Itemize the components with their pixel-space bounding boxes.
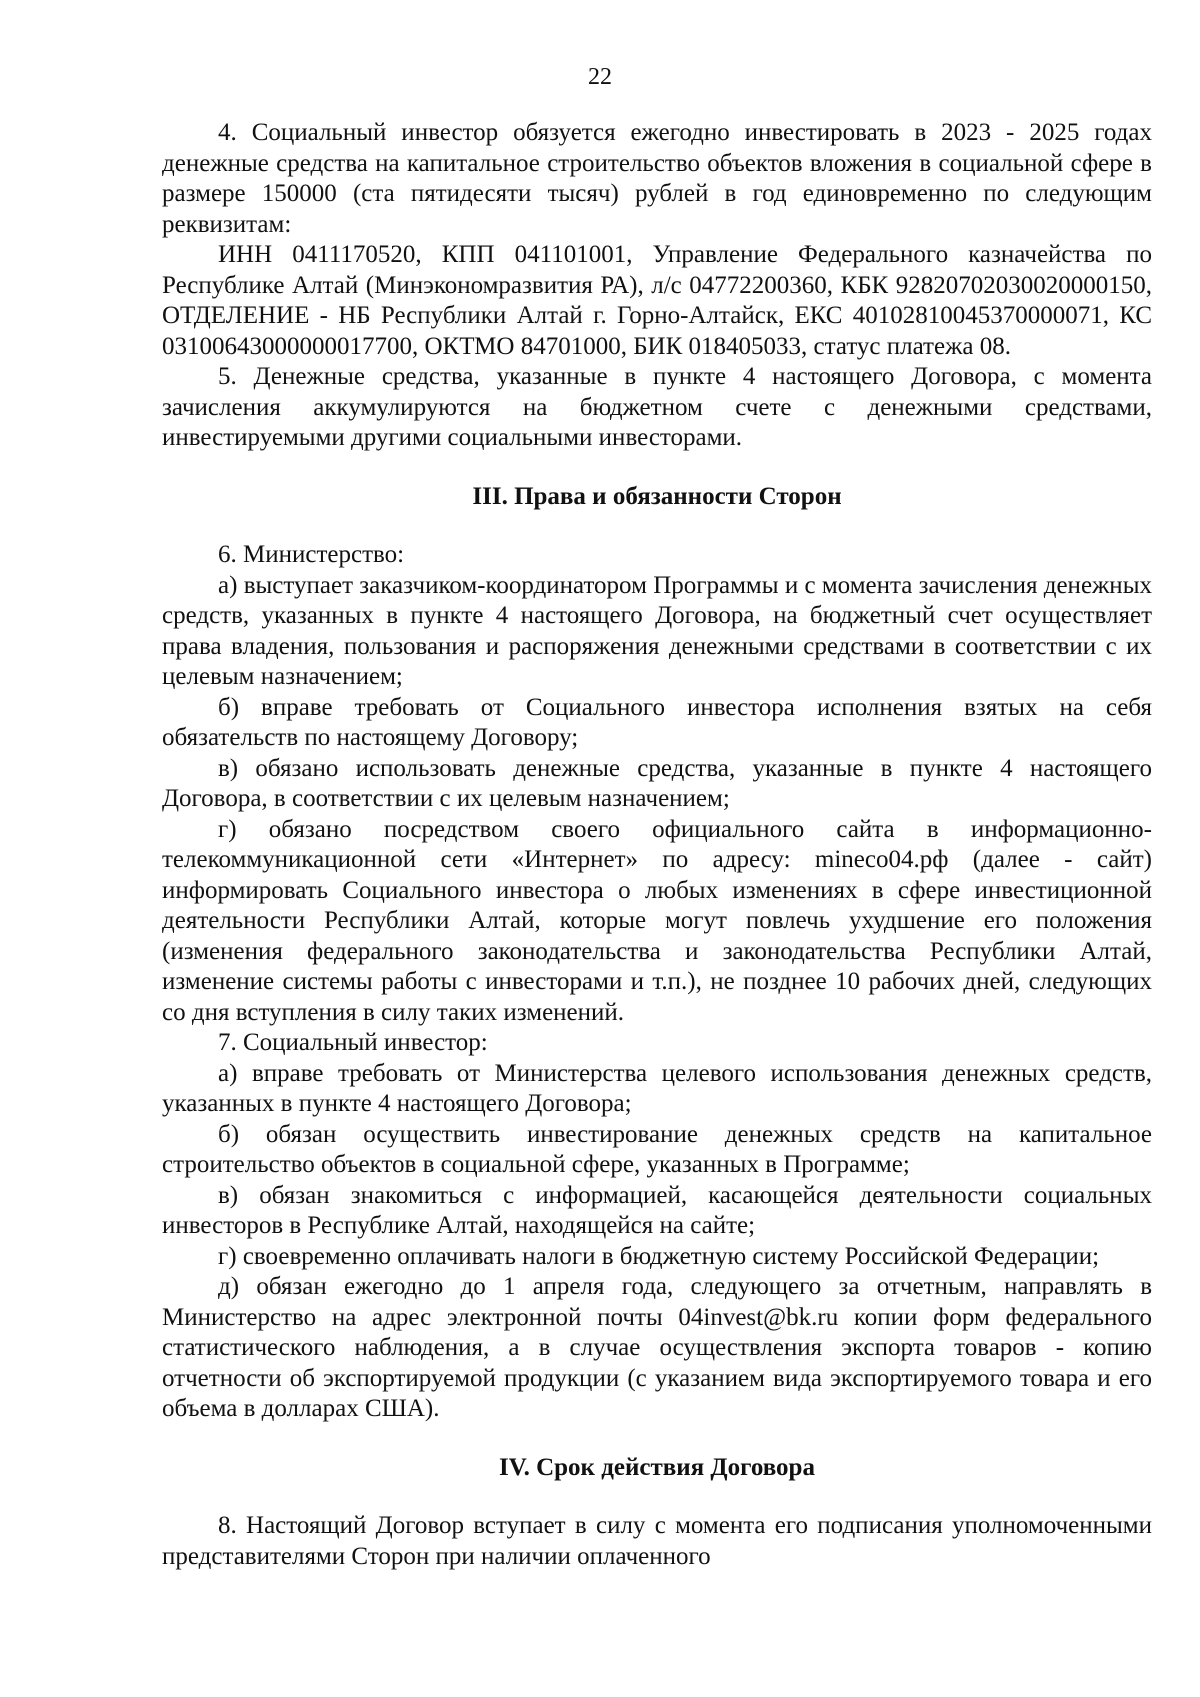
paragraph-5: 5. Денежные средства, указанные в пункте 4 настоящего Договора, с момента зачисления аккумулируются на бюджетном счете с денежными средствами, инвестируемыми другими социальными инвесторами. [162, 363, 1152, 451]
paragraph-6v: в) обязано использовать денежные средства, указанные в пункте 4 настоящего Договора, в соответствии с их целевым назначением; [162, 754, 1152, 812]
paragraph-6: 6. Министерство: [218, 541, 405, 568]
paragraph-6g: г) обязано посредством своего официального сайта в информационно-телекоммуникационной сети «Интернет» по адресу: mineco04.рф (далее - сайт) информировать Социального инвестора о любых изменениях в сфере инвестиционной деятельности Республики Алтай, которые могут повлечь ухудшение его положения (изменения федерального законодательства и законодательства Республики Алтай, изменение системы работы с инвесторами и т.п.), не позднее 10 рабочих дней, следующих со дня вступления в силу таких изменений. [162, 815, 1152, 1026]
paragraph-7b: б) обязан осуществить инвестирование денежных средств на капитальное строительство объектов в социальной сфере, указанных в Программе; [162, 1120, 1152, 1178]
section-4-heading: IV. Срок действия Договора [499, 1453, 815, 1481]
paragraph-7g: г) своевременно оплачивать налоги в бюджетную систему Российской Федерации; [218, 1242, 1100, 1270]
section-3-heading: III. Права и обязанности Сторон [472, 482, 842, 510]
paragraph-7a: а) вправе требовать от Министерства целевого использования денежных средств, указанных в пункте 4 настоящего Договора; [162, 1059, 1152, 1117]
paragraph-6a: а) выступает заказчиком-координатором Программы и с момента зачисления денежных средств, указанных в пункте 4 настоящего Договора, на бюджетный счет осуществляет права владения, пользования и распоряжения денежными средствами в соответствии с их целевым назначением; [162, 571, 1152, 690]
paragraph-7: 7. Социальный инвестор: [218, 1029, 488, 1056]
page-number: 22 [588, 64, 612, 90]
paragraph-4-requisites: ИНН 0411170520, КПП 041101001, Управление Федерального казначейства по Республике Алтай (Минэкономразвития РА), л/с 04772200360, КБК 92820702030020000150, ОТДЕЛЕНИЕ - НБ Республики Алтай г. Горно-Алтайск, ЕКС 40102810045370000071, КС 03100643000000017700, ОКТМО 84701000, БИК 018405033, статус платежа 08. [162, 241, 1152, 360]
paragraph-7v: в) обязан знакомиться с информацией, касающейся деятельности социальных инвесторов в Республике Алтай, находящейся на сайте; [162, 1181, 1152, 1239]
paragraph-4: 4. Социальный инвестор обязуется ежегодно инвестировать в 2023 - 2025 годах денежные средства на капитальное строительство объектов вложения в социальной сфере в размере 150000 (ста пятидесяти тысяч) рублей в год единовременно по следующим реквизитам: [162, 119, 1152, 238]
paragraph-6b: б) вправе требовать от Социального инвестора исполнения взятых на себя обязательств по настоящему Договору; [162, 693, 1152, 751]
document-body [162, 118, 1152, 1572]
paragraph-8: 8. Настоящий Договор вступает в силу с момента его подписания уполномоченными представителями Сторон при наличии оплаченного [162, 1512, 1152, 1570]
paragraph-7d: д) обязан ежегодно до 1 апреля года, следующего за отчетным, направлять в Министерство на адрес электронной почты 04invest@bk.ru копии форм федерального статистического наблюдения, а в случае осуществления экспорта товаров - копию отчетности об экспортируемой продукции (с указанием вида экспортируемого товара и его объема в долларах США). [162, 1273, 1152, 1422]
